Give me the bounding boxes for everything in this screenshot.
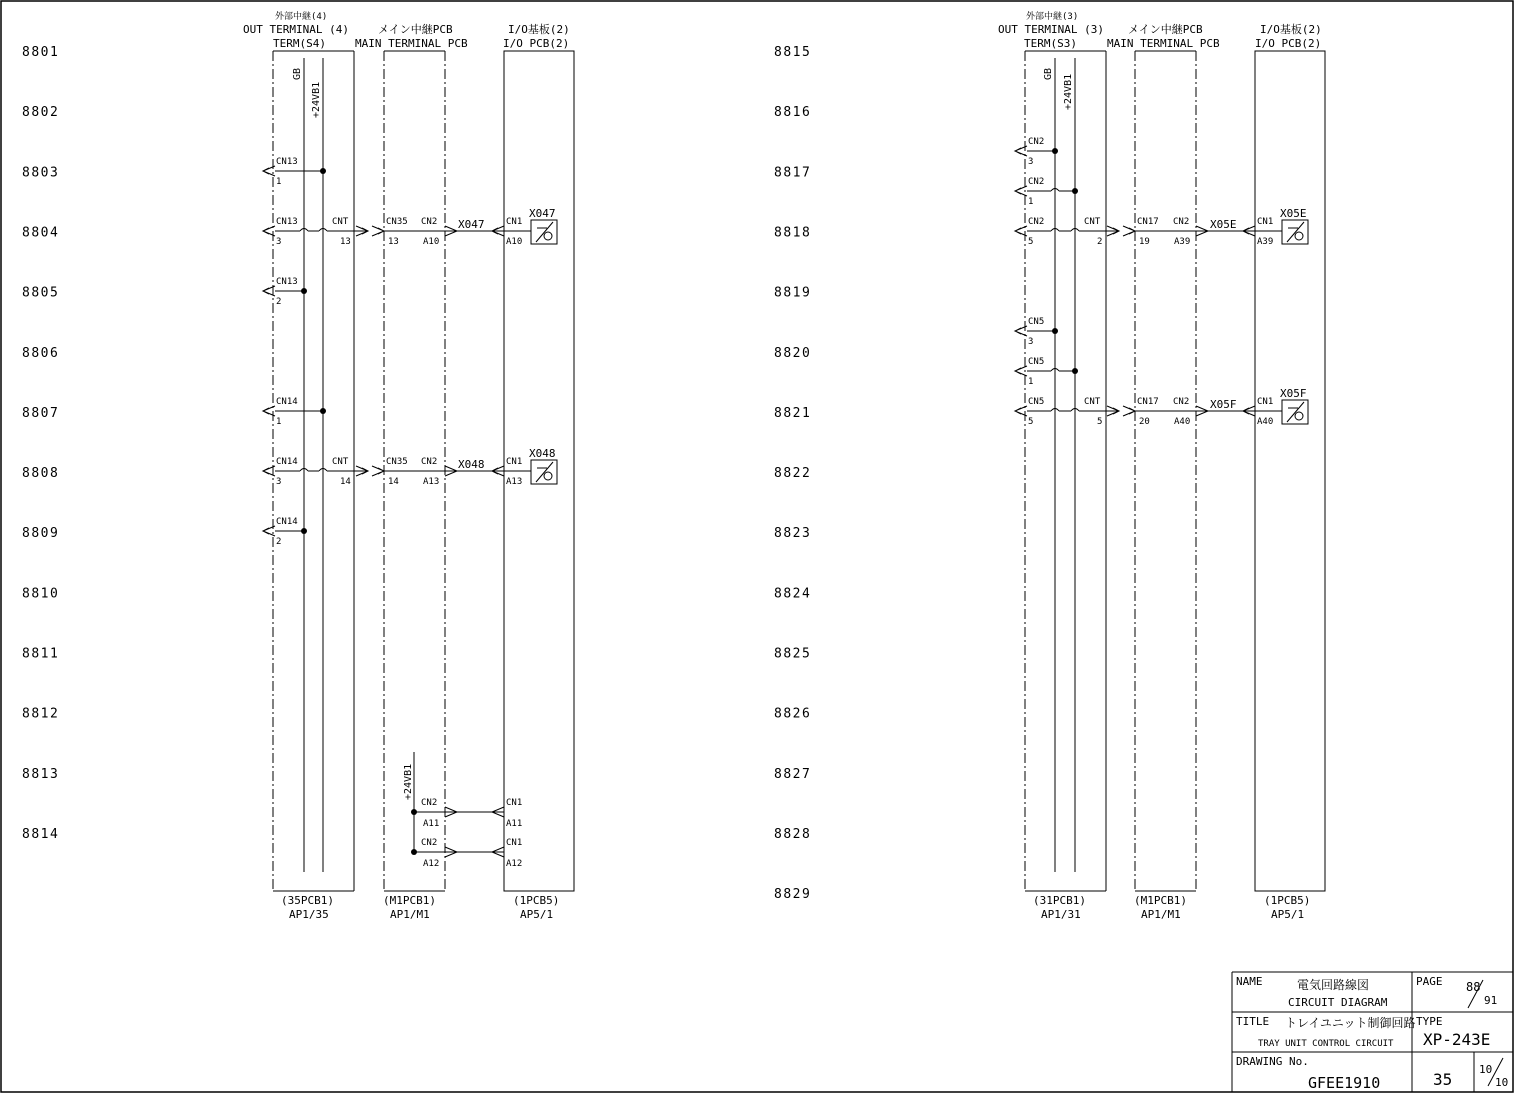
- main-out-pin-label: A40: [1174, 417, 1191, 427]
- main-in-connector-label: CN35: [386, 217, 408, 227]
- row-number: 8811: [22, 646, 60, 662]
- signal-connector-label: CN14: [276, 457, 298, 467]
- signal-connector-label: CN5: [1028, 397, 1045, 407]
- row-number: 8817: [774, 165, 812, 181]
- tap-connector: [1015, 177, 1078, 207]
- left-circuit-panel: [243, 10, 574, 921]
- signal-pin-label: 5: [1028, 417, 1034, 427]
- out-terminal-header-en: OUT TERMINAL (3): [998, 23, 1104, 36]
- out-terminal-ref: (35PCB1): [281, 894, 334, 907]
- tap-pin-label: 1: [276, 177, 282, 187]
- signal-pin-label: 3: [276, 477, 282, 487]
- row-number: 8815: [774, 45, 812, 60]
- row-number: 8802: [22, 105, 60, 121]
- cnt-pin-label: 14: [340, 477, 351, 487]
- io-connector-label: CN1: [1257, 397, 1274, 407]
- signal-line: [263, 226, 531, 236]
- signal-name-label: X048: [458, 458, 485, 471]
- row-number: 8813: [22, 766, 60, 782]
- io-pin-label: A39: [1257, 237, 1274, 247]
- row-number: 8807: [22, 405, 60, 421]
- out-terminal-header-jp: 外部中継(4): [275, 12, 328, 22]
- io-pcb-ref: (1PCB5): [1264, 894, 1311, 907]
- row-number: 8820: [774, 345, 812, 361]
- io-pcb-ap: AP5/1: [1271, 908, 1305, 921]
- io-pin-label: A10: [506, 237, 523, 247]
- row-numbers-right: [774, 45, 811, 902]
- tap-pin-label: 2: [276, 297, 282, 307]
- out-terminal-header-sub: TERM(S4): [273, 37, 326, 50]
- power-main-pin-label: A12: [423, 859, 440, 869]
- cnt-pin-label: 5: [1097, 417, 1103, 427]
- main-24v-rail-label: +24VB1: [403, 763, 414, 800]
- out-terminal-ap: AP1/35: [289, 908, 329, 921]
- io-connector-label: CN1: [506, 457, 523, 467]
- main-out-pin-label: A39: [1174, 237, 1191, 247]
- tap-connector: [1015, 137, 1058, 167]
- main-terminal-header-en: MAIN TERMINAL PCB: [1107, 37, 1220, 50]
- io-pcb-ref: (1PCB5): [513, 894, 560, 907]
- power-main-connector-label: CN2: [421, 798, 438, 808]
- page-number: 88: [1466, 980, 1481, 994]
- main-terminal-ap: AP1/M1: [1141, 908, 1181, 921]
- type-value: XP-243E: [1423, 1030, 1491, 1049]
- row-number: 8804: [22, 225, 60, 241]
- signal-connector-label: CN13: [276, 217, 298, 227]
- main-in-pin-label: 14: [388, 477, 399, 487]
- row-number: 8818: [774, 225, 812, 241]
- drawing-title-jp: トレイユニット制御回路: [1285, 1016, 1416, 1030]
- row-number: 8819: [774, 285, 812, 301]
- right-circuit-panel: [998, 10, 1325, 921]
- signal-line: [263, 466, 531, 476]
- tap-connector-label: CN5: [1028, 317, 1045, 327]
- tap-pin-label: 1: [1028, 377, 1034, 387]
- signal-connector-label: CN2: [1028, 217, 1045, 227]
- gb-rail-label: GB: [292, 67, 303, 80]
- power-io-connector-label: CN1: [506, 798, 523, 808]
- row-number: 8806: [22, 345, 60, 361]
- row-number: 8823: [774, 526, 812, 542]
- cnt-label: CNT: [332, 457, 349, 467]
- main-terminal-header-en: MAIN TERMINAL PCB: [355, 37, 468, 50]
- power-connection: [411, 798, 522, 829]
- main-in-pin-label: 20: [1139, 417, 1150, 427]
- signal-pin-label: 3: [276, 237, 282, 247]
- row-number: 8828: [774, 826, 812, 842]
- signal-pin-label: 5: [1028, 237, 1034, 247]
- row-number: 8801: [22, 45, 60, 60]
- tap-pin-label: 1: [276, 417, 282, 427]
- main-terminal-ref: (M1PCB1): [383, 894, 436, 907]
- tap-connector-label: CN2: [1028, 137, 1045, 147]
- row-number: 8808: [22, 466, 60, 482]
- io-connector-label: CN1: [506, 217, 523, 227]
- main-terminal-ref: (M1PCB1): [1134, 894, 1187, 907]
- power-main-pin-label: A11: [423, 819, 440, 829]
- io-pcb-header-jp: I/O基板(2): [508, 23, 570, 36]
- out-terminal-ap: AP1/31: [1041, 908, 1081, 921]
- row-numbers-left: [22, 45, 59, 842]
- tap-connector-label: CN13: [276, 277, 298, 287]
- cnt-label: CNT: [332, 217, 349, 227]
- 24v-rail-label: +24VB1: [1063, 73, 1074, 110]
- sheet-number: 10: [1479, 1063, 1493, 1076]
- row-number: 8825: [774, 646, 812, 662]
- row-number: 8812: [22, 706, 60, 722]
- io-symbol-label: X05E: [1280, 207, 1307, 220]
- io-symbol-label: X048: [529, 447, 556, 460]
- tap-connector-label: CN14: [276, 517, 298, 527]
- drawing-title-en: TRAY UNIT CONTROL CIRCUIT: [1258, 1039, 1394, 1049]
- main-out-connector-label: CN2: [1173, 217, 1190, 227]
- io-input-symbol: [529, 207, 557, 244]
- name-label: NAME: [1236, 975, 1263, 988]
- power-main-connector-label: CN2: [421, 838, 438, 848]
- io-symbol-label: X05F: [1280, 387, 1307, 400]
- signal-name-label: X047: [458, 218, 485, 231]
- io-pcb-header-en: I/O PCB(2): [1255, 37, 1322, 50]
- out-terminal-header-jp: 外部中継(3): [1026, 12, 1079, 22]
- io-input-symbol: [1280, 207, 1308, 244]
- drawing-name-en: CIRCUIT DIAGRAM: [1288, 996, 1388, 1009]
- power-io-connector-label: CN1: [506, 838, 523, 848]
- out-terminal-ref: (31PCB1): [1033, 894, 1086, 907]
- cnt-pin-label: 13: [340, 237, 351, 247]
- row-number: 8814: [22, 826, 60, 842]
- io-pin-label: A40: [1257, 417, 1274, 427]
- cnt-label: CNT: [1084, 217, 1101, 227]
- row-number: 8809: [22, 526, 60, 542]
- gb-rail-label: GB: [1043, 67, 1054, 80]
- sheet-border: [1, 1, 1513, 1092]
- main-out-pin-label: A13: [423, 477, 440, 487]
- io-pcb-box: [1255, 51, 1325, 891]
- tap-connector-label: CN13: [276, 157, 298, 167]
- tap-pin-label: 1: [1028, 197, 1034, 207]
- main-in-connector-label: CN35: [386, 457, 408, 467]
- io-pcb-header-jp: I/O基板(2): [1260, 23, 1322, 36]
- main-in-connector-label: CN17: [1137, 397, 1159, 407]
- tap-pin-label: 2: [276, 537, 282, 547]
- row-number: 8821: [774, 405, 812, 421]
- main-out-pin-label: A10: [423, 237, 440, 247]
- title-label: TITLE: [1236, 1015, 1270, 1028]
- cnt-pin-label: 2: [1097, 237, 1103, 247]
- io-pin-label: A13: [506, 477, 523, 487]
- row-number: 8803: [22, 165, 60, 181]
- drawing-number-value: GFEE1910: [1308, 1074, 1381, 1092]
- tap-connector: [1015, 317, 1058, 347]
- io-pcb-header-en: I/O PCB(2): [503, 37, 570, 50]
- tap-connector: [263, 157, 326, 187]
- power-io-pin-label: A12: [506, 859, 523, 869]
- tap-connector: [1015, 357, 1078, 387]
- drawing-name-jp: 電気回路線図: [1297, 978, 1370, 992]
- power-io-pin-label: A11: [506, 819, 523, 829]
- main-in-pin-label: 19: [1139, 237, 1150, 247]
- out-terminal-header-sub: TERM(S3): [1024, 37, 1077, 50]
- main-out-connector-label: CN2: [421, 457, 438, 467]
- row-number: 8810: [22, 586, 60, 602]
- sheet-total: 10: [1495, 1076, 1509, 1089]
- io-symbol-label: X047: [529, 207, 556, 220]
- main-out-connector-label: CN2: [421, 217, 438, 227]
- signal-name-label: X05F: [1210, 398, 1237, 411]
- power-connection: [411, 838, 522, 869]
- tap-pin-label: 3: [1028, 157, 1034, 167]
- main-in-connector-label: CN17: [1137, 217, 1159, 227]
- main-terminal-ap: AP1/M1: [390, 908, 430, 921]
- cnt-label: CNT: [1084, 397, 1101, 407]
- drawing-number-label: DRAWING No.: [1236, 1055, 1309, 1068]
- row-number: 8829: [774, 887, 812, 903]
- type-label: TYPE: [1416, 1015, 1443, 1028]
- row-number: 8805: [22, 285, 60, 301]
- io-connector-label: CN1: [1257, 217, 1274, 227]
- page-total: 91: [1484, 994, 1498, 1007]
- tap-connector: [263, 397, 326, 427]
- main-terminal-header-jp: メイン中継PCB: [378, 23, 453, 36]
- row-number: 8826: [774, 706, 812, 722]
- tap-connector-label: CN5: [1028, 357, 1045, 367]
- out-terminal-header-en: OUT TERMINAL (4): [243, 23, 349, 36]
- main-terminal-box: [1135, 51, 1196, 891]
- main-terminal-header-jp: メイン中継PCB: [1128, 23, 1203, 36]
- io-pcb-ap: AP5/1: [520, 908, 554, 921]
- page-label: PAGE: [1416, 975, 1443, 988]
- signal-name-label: X05E: [1210, 218, 1237, 231]
- tap-connector: [263, 517, 307, 547]
- tap-connector-label: CN2: [1028, 177, 1045, 187]
- 24v-rail-label: +24VB1: [311, 81, 322, 118]
- sheet-code: 35: [1433, 1070, 1453, 1089]
- row-number: 8824: [774, 586, 812, 602]
- tap-pin-label: 3: [1028, 337, 1034, 347]
- row-number: 8822: [774, 466, 812, 482]
- io-input-symbol: [529, 447, 557, 484]
- row-number: 8816: [774, 105, 812, 121]
- io-input-symbol: [1280, 387, 1308, 424]
- tap-connector-label: CN14: [276, 397, 298, 407]
- row-number: 8827: [774, 766, 812, 782]
- tap-connector: [263, 277, 307, 307]
- main-out-connector-label: CN2: [1173, 397, 1190, 407]
- main-in-pin-label: 13: [388, 237, 399, 247]
